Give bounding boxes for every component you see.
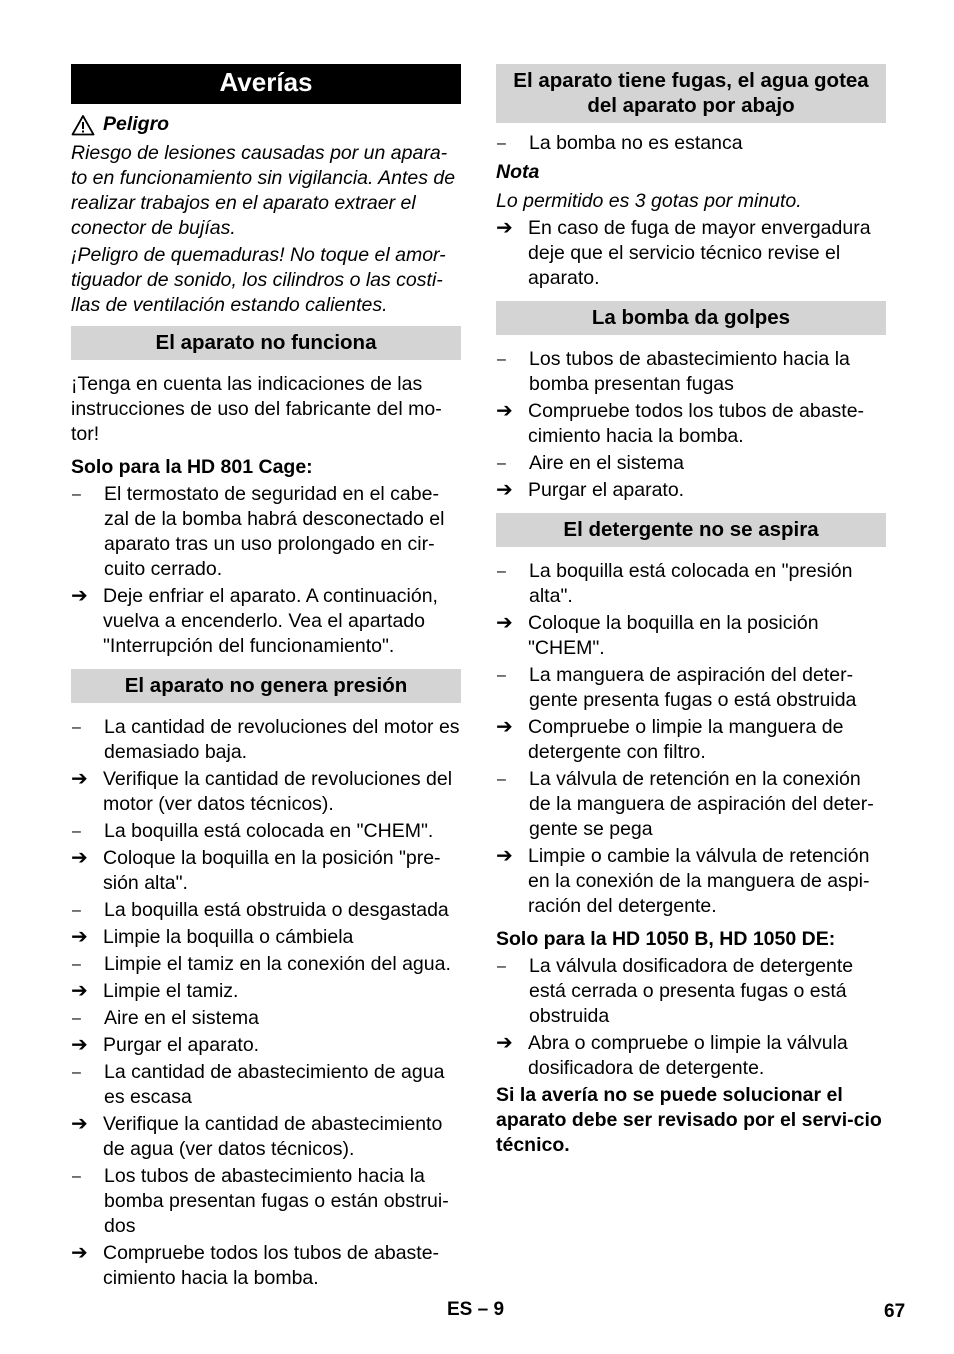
arrow-icon: ➔ bbox=[71, 847, 88, 869]
heading-no-presion: El aparato no genera presión bbox=[71, 669, 461, 703]
note-label: Nota bbox=[496, 161, 540, 183]
list-item: – La cantidad de revoluciones del motor es demasiado baja. bbox=[72, 716, 460, 763]
arrow-icon: ➔ bbox=[71, 980, 88, 1002]
heading-golpes: La bomba da golpes bbox=[496, 301, 886, 335]
list-item: ➔ Deje enfriar el aparato. A continuación, vuelva a encenderlo. Vea el apartado "Interrupción del funcionamiento". bbox=[71, 585, 438, 657]
list-item: – La cantidad de abastecimiento de agua es escasa bbox=[72, 1061, 445, 1108]
right-column bbox=[496, 64, 886, 1160]
arrow-icon: ➔ bbox=[496, 845, 513, 867]
arrow-icon: ➔ bbox=[496, 716, 513, 738]
list-item: ➔ Compruebe todos los tubos de abaste-cimiento hacia la bomba. bbox=[71, 1242, 440, 1289]
page-title: Averías bbox=[71, 64, 461, 104]
arrow-icon: ➔ bbox=[71, 768, 88, 790]
heading-fugas: El aparato tiene fugas, el agua gotea del aparato por abajo bbox=[496, 64, 886, 123]
list-item: – La válvula de retención en la conexión de la manguera de aspiración del deter-gente se pega bbox=[497, 768, 874, 840]
intro-text: ¡Tenga en cuenta las indicaciones de las instrucciones de uso del fabricante del mo-tor! bbox=[71, 373, 442, 445]
list-item: – La válvula dosificadora de detergente está cerrada o presenta fugas o está obstruida bbox=[497, 955, 854, 1027]
list-item: ➔ Purgar el aparato. bbox=[496, 479, 685, 501]
list-item: – La manguera de aspiración del deter-gente presenta fugas o está obstruida bbox=[497, 664, 857, 711]
danger-text-2: ¡Peligro de quemaduras! No toque el amor-tiguador de sonido, los cilindros o las costi-llas de ventilación estando calientes. bbox=[71, 244, 446, 316]
arrow-icon: ➔ bbox=[496, 479, 513, 501]
warning-triangle-icon bbox=[71, 114, 95, 136]
list-item: ➔ Compruebe o limpie la manguera de detergente con filtro. bbox=[496, 716, 844, 763]
arrow-icon: ➔ bbox=[496, 1032, 513, 1054]
list-item: ➔ Limpie o cambie la válvula de retención en la conexión de la manguera de aspi-ración del detergente. bbox=[496, 845, 870, 917]
arrow-icon: ➔ bbox=[71, 585, 88, 607]
danger-label: Peligro bbox=[103, 113, 170, 135]
page-number: 67 bbox=[884, 1301, 906, 1322]
list-item: ➔ Verifique la cantidad de abastecimiento de agua (ver datos técnicos). bbox=[71, 1113, 443, 1160]
list-item: – La boquilla está obstruida o desgastada bbox=[72, 899, 449, 921]
list-item: – El termostato de seguridad en el cabe-zal de la bomba habrá desconectado el aparato tras un uso prolongado en cir-cuito cerrado. bbox=[72, 483, 445, 580]
list-item: – Los tubos de abastecimiento hacia la bomba presentan fugas o están obstrui-dos bbox=[72, 1165, 449, 1237]
list-item: – La boquilla está colocada en "CHEM". bbox=[72, 820, 434, 842]
list-item: – La bomba no es estanca bbox=[497, 132, 743, 154]
arrow-icon: ➔ bbox=[496, 400, 513, 422]
list-item: – Aire en el sistema bbox=[72, 1007, 259, 1029]
subheading-hd801: Solo para la HD 801 Cage: bbox=[71, 456, 313, 478]
arrow-icon: ➔ bbox=[71, 1242, 88, 1264]
arrow-icon: ➔ bbox=[71, 1034, 88, 1056]
list-item: ➔ En caso de fuga de mayor envergadura deje que el servicio técnico revise el aparato. bbox=[496, 217, 871, 289]
footer-section: ES – 9 bbox=[447, 1299, 505, 1320]
arrow-icon: ➔ bbox=[71, 1113, 88, 1135]
arrow-icon: ➔ bbox=[496, 612, 513, 634]
list-item: ➔ Coloque la boquilla en la posición "pre-sión alta". bbox=[71, 847, 441, 894]
list-item: ➔ Verifique la cantidad de revoluciones del motor (ver datos técnicos). bbox=[71, 768, 453, 815]
heading-no-funciona: El aparato no funciona bbox=[71, 326, 461, 360]
list-item: – La boquilla está colocada en "presión alta". bbox=[497, 560, 853, 607]
list-item: ➔ Abra o compruebe o limpie la válvula dosificadora de detergente. bbox=[496, 1032, 848, 1079]
list-item: ➔ Limpie la boquilla o cámbiela bbox=[71, 926, 354, 948]
heading-detergente: El detergente no se aspira bbox=[496, 513, 886, 547]
list-item: – Aire en el sistema bbox=[497, 452, 684, 474]
danger-heading bbox=[71, 112, 461, 137]
subheading-hd1050: Solo para la HD 1050 B, HD 1050 DE: bbox=[496, 928, 836, 950]
list-item: – Los tubos de abastecimiento hacia la bomba presentan fugas bbox=[497, 348, 850, 395]
note-text: Lo permitido es 3 gotas por minuto. bbox=[496, 190, 802, 212]
arrow-icon: ➔ bbox=[71, 926, 88, 948]
list-item: ➔ Limpie el tamiz. bbox=[71, 980, 239, 1002]
final-note: Si la avería no se puede solucionar el aparato debe ser revisado por el servi-cio técnico. bbox=[496, 1084, 882, 1156]
danger-text-1: Riesgo de lesiones causadas por un apara-to en funcionamiento sin vigilancia. Antes de realizar trabajos en el aparato extraer el conector de bujías. bbox=[71, 142, 456, 239]
list-item: – Limpie el tamiz en la conexión del agua. bbox=[72, 953, 451, 975]
arrow-icon: ➔ bbox=[496, 217, 513, 239]
left-column bbox=[71, 64, 461, 1293]
list-item: ➔ Purgar el aparato. bbox=[71, 1034, 260, 1056]
list-item: ➔ Compruebe todos los tubos de abaste-cimiento hacia la bomba. bbox=[496, 400, 865, 447]
list-item: ➔ Coloque la boquilla en la posición "CHEM". bbox=[496, 612, 819, 659]
